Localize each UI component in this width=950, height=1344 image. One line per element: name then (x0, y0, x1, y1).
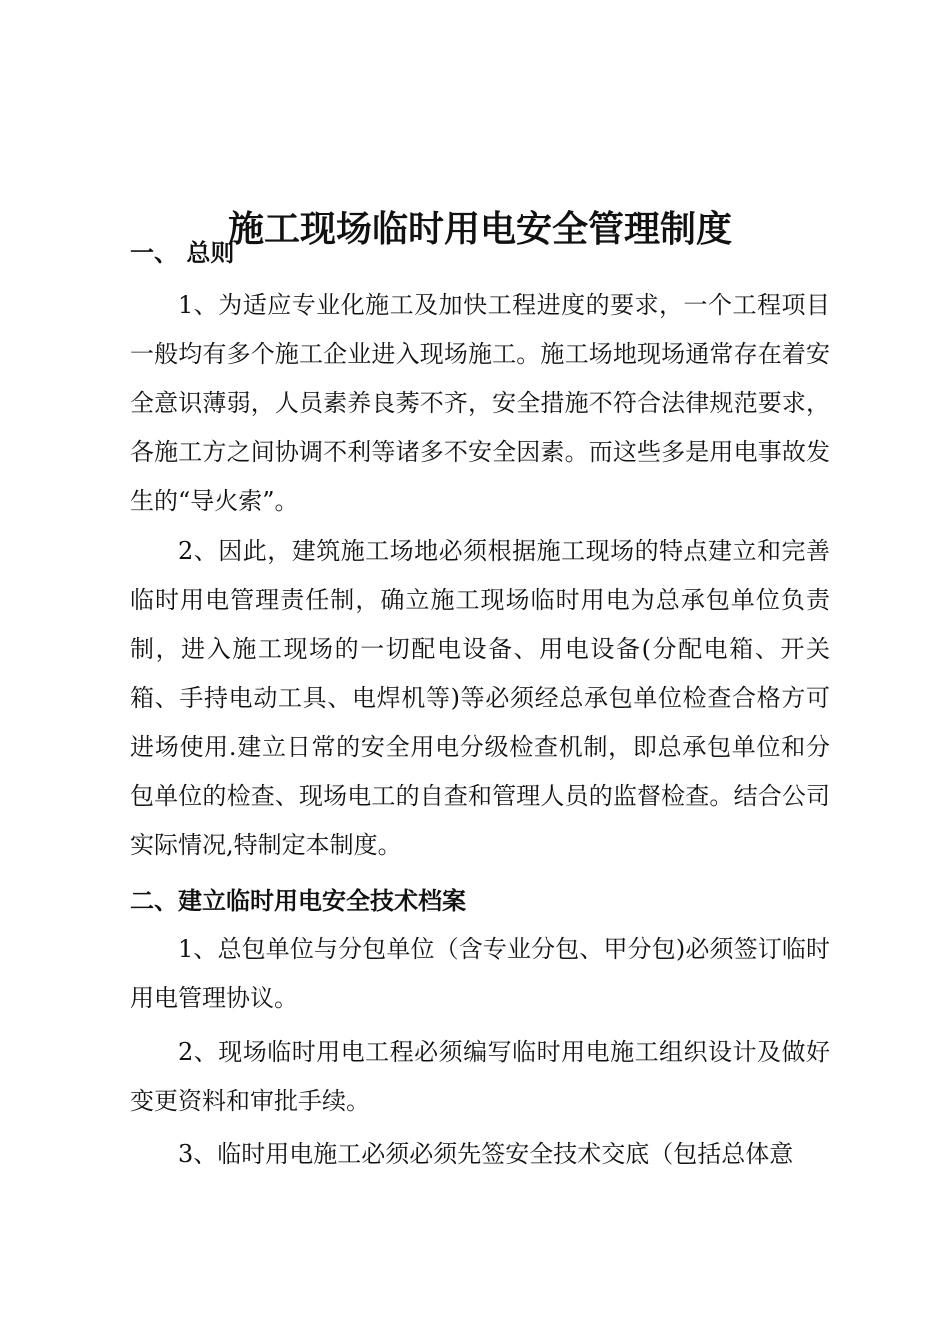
paragraph-archive-2: 2、现场临时用电工程必须编写临时用电施工组织设计及做好变更资料和审批手续。 (130, 1038, 830, 1115)
section-heading-safety-archive: 二、建立临时用电安全技术档案 (130, 887, 466, 915)
document-title: 施工现场临时用电安全管理制度 (227, 209, 732, 251)
paragraph-general-1: 1、为适应专业化施工及加快工程进度的要求，一个工程项目一般均有多个施工企业进入现场施工。施工场地现场通常存在着安全意识薄弱，人员素养良莠不齐，安全措施不符合法律规范要求，各施工方之间协调不利等诸多不安全因素。而这些多是用电事故发生的“导火索”。 (130, 291, 830, 515)
paragraph-archive-1: 1、总包单位与分包单位（含专业分包、甲分包)必须签订临时用电管理协议。 (130, 935, 830, 1012)
paragraph-archive-3: 3、临时用电施工必须必须先签安全技术交底（包括总体意 (178, 1140, 794, 1168)
section-heading-general: 一、 总则 (130, 239, 235, 267)
paragraph-general-2: 2、因此，建筑施工场地必须根据施工现场的特点建立和完善临时用电管理责任制，确立施工现场临时用电为总承包单位负责制，进入施工现场的一切配电设备、用电设备(分配电箱、开关箱、手持电动工具、电焊机等)等必须经总承包单位检查合格方可进场使用.建立日常的安全用电分级检查机制，即总承包单位和分包单位的检查、现场电工的自查和管理人员的监督检查。结合公司实际情况,特制定本制度。 (130, 537, 830, 859)
